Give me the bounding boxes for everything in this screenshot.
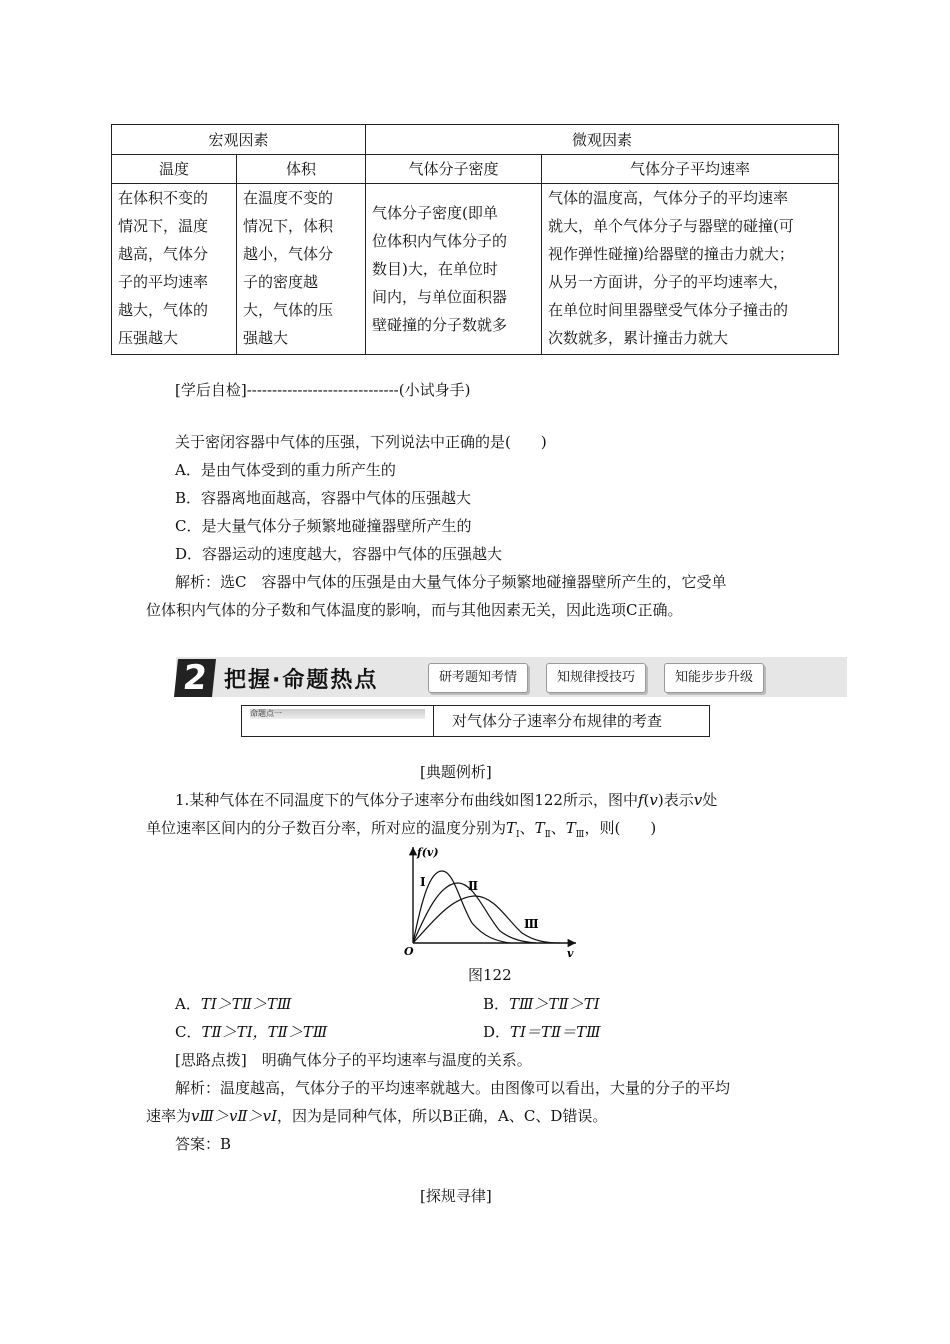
section-number-badge: 2 [174,659,216,697]
selfcheck-analysis-cont: 位体积内气体的分子数和气体温度的影响，而与其他因素无关，因此选项C正确。 [146,601,683,619]
cell-line: 视作弹性碰撞)给器壁的撞击力就大； [548,245,794,263]
example-option-a [175,993,291,1014]
stem-var: T [534,819,545,837]
example-analysis-cont [146,1105,607,1126]
stem-text: 、 [519,819,535,837]
stem-var: v [693,791,703,809]
cell-temperature [112,184,237,355]
example-option-b [483,993,600,1014]
cell-line: 情况下，体积 [243,217,334,235]
answer: 答案：B [175,1135,232,1153]
example-stem-line1 [175,789,717,810]
topic-tag-cell [242,706,434,736]
cell-line: 在温度不变的 [243,189,334,207]
cell-density [366,184,542,355]
col-volume: 体积 [237,155,366,184]
cell-line: 子的平均速率 [118,273,209,291]
stem-sub: Ⅱ [544,830,551,840]
cell-line: 强越大 [243,329,289,347]
rule-heading: [探规寻律] [420,1187,492,1205]
cell-line: 壁碰撞的分子数就多 [372,316,508,334]
option-text: TⅠ＞TⅡ＞TⅢ [200,995,292,1013]
cell-avg-speed [542,184,839,355]
selfcheck-analysis: 解析：选C 容器中气体的压强是由大量气体分子频繁地碰撞器壁所产生的，它受单 [175,573,727,591]
cell-line: 子的密度越 [243,273,319,291]
option-text: TⅢ＞TⅡ＞TⅠ [509,995,600,1013]
factors-table [111,124,839,355]
pill-exam-trends: 研考题知考情 [428,663,528,693]
selfcheck-question: 关于密闭容器中气体的压强，下列说法中正确的是( ) [175,433,547,451]
stem-text: 处 [702,791,718,809]
cell-line: 次数就多，累计撞击力就大 [548,329,729,347]
cell-line: 气体的温度高，气体分子的平均速率 [548,189,789,207]
example-option-c [175,1021,327,1042]
fig-label-2: Ⅱ [468,879,479,893]
col-temperature: 温度 [112,155,237,184]
fig-label-3: Ⅲ [524,917,539,931]
pill-method-tips: 知规律授技巧 [546,663,646,693]
cell-line: 间内，与单位面积器 [372,288,508,306]
stem-text: ( [643,791,650,809]
fig-ylabel: f(v) [417,846,439,859]
stem-text: 1.某种气体在不同温度下的气体分子速率分布曲线如图122所示，图中 [175,791,638,809]
section-banner [176,657,847,697]
cell-line: 气体分子密度(即单 [372,204,498,222]
stem-var: T [506,819,517,837]
cell-line: 位体积内气体分子的 [372,232,508,250]
cell-line: 数目)大，在单位时 [372,260,498,278]
cell-volume [237,184,366,355]
topic-tag: 命题点一 [250,709,425,719]
cell-line: 越小，气体分 [243,245,334,263]
selfcheck-option-b: B．容器离地面越高，容器中气体的压强越大 [175,489,472,507]
stem-sub: Ⅲ [575,830,585,840]
cell-line: 就大，单个气体分子与器壁的碰撞(可 [548,217,794,235]
macro-header: 宏观因素 [112,125,366,155]
figure-caption: 图122 [468,966,512,984]
pill-skill-upgrade: 知能步步升级 [664,663,764,693]
fig-label-1: Ⅰ [420,875,426,889]
stem-text: ，则( ) [584,819,657,837]
cell-line: 在单位时间里器壁受气体分子撞击的 [548,301,789,319]
topic-box [241,705,710,737]
analysis-text: 速率为 [146,1107,192,1125]
cell-line: 从另一方面讲，分子的平均速率大， [548,273,789,291]
example-option-d [483,1021,601,1042]
fig-origin: O [404,945,414,958]
stem-var: f [637,791,644,809]
stem-text: 、 [550,819,566,837]
cell-line: 在体积不变的 [118,189,209,207]
option-text: TⅡ＞TⅠ，TⅡ＞TⅢ [201,1023,328,1041]
stem-var: v [649,791,658,809]
option-prefix: D． [483,1023,511,1041]
option-text: TⅠ＝TⅡ＝TⅢ [510,1023,601,1041]
micro-header: 微观因素 [366,125,839,155]
speed-distribution-figure [400,843,590,961]
topic-title: 对气体分子速率分布规律的考查 [452,712,663,730]
curve-1 [413,871,510,943]
stem-text: 单位速率区间内的分子数百分率，所对应的温度分别为 [146,819,507,837]
option-prefix: A． [175,995,201,1013]
stem-text: )表示 [657,791,694,809]
fig-xlabel: v [567,947,574,960]
stem-sub: Ⅰ [516,830,520,840]
col-density: 气体分子密度 [366,155,542,184]
stem-var: T [565,819,576,837]
banner-title: 把握·命题热点 [224,668,379,693]
selfcheck-option-a: A．是由气体受到的重力所产生的 [175,461,396,479]
cell-line: 越高，气体分 [118,245,209,263]
selfcheck-option-d: D．容器运动的速度越大，容器中气体的压强越大 [175,545,503,563]
cell-line: 越大，气体的 [118,301,209,319]
cell-line: 情况下，温度 [118,217,209,235]
analysis-text: ，因为是同种气体，所以B正确，A、C、D错误。 [277,1107,608,1125]
cell-line: 大，气体的压 [243,301,334,319]
option-prefix: B． [483,995,510,1013]
cell-line: 压强越大 [118,329,179,347]
analysis-inequality: vⅢ＞vⅡ＞vⅠ [191,1107,278,1125]
example-heading: [典题例析] [420,763,492,781]
selfcheck-heading: [学后自检]------------------------------(小试身手) [175,381,471,399]
col-avg-speed: 气体分子平均速率 [542,155,839,184]
example-stem-line2 [146,817,656,840]
hint: [思路点拨] 明确气体分子的平均速率与温度的关系。 [175,1051,532,1069]
option-prefix: C． [175,1023,202,1041]
example-analysis: 解析：温度越高，气体分子的平均速率就越大。由图像可以看出，大量的分子的平均 [175,1079,731,1097]
selfcheck-option-c: C．是大量气体分子频繁地碰撞器壁所产生的 [175,517,472,535]
